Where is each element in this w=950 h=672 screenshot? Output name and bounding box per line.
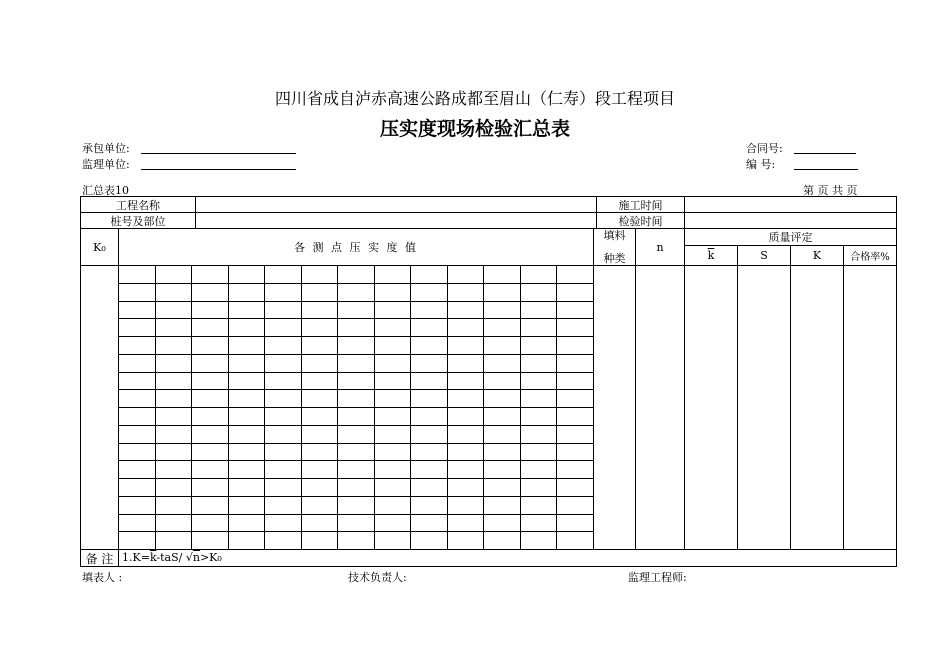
n-label: n (656, 240, 664, 254)
k-mean-label: $\overline{k}$ (707, 249, 715, 262)
inspection-time-value[interactable] (685, 213, 896, 228)
quality-eval-label: 质量评定 (768, 231, 813, 244)
remarks-label: 备 注 (85, 551, 114, 566)
project-name-value[interactable] (196, 197, 596, 212)
formula-suffix: >K₀ (199, 551, 222, 564)
filler-label: 填表人 : (82, 571, 123, 584)
construction-time-label: 施工时间 (618, 198, 663, 212)
fill-type-label-top: 填料 (603, 229, 626, 242)
tech-lead-label: 技术负责人: (348, 571, 407, 584)
pass-rate-label: 合格率% (850, 252, 890, 263)
formula-root: √ (185, 551, 193, 564)
form-title: 压实度现场检验汇总表 (379, 118, 570, 140)
page-info: 第 页 共 页 (803, 184, 858, 197)
contractor-label: 承包单位: (82, 142, 130, 155)
station-value[interactable] (196, 213, 596, 228)
project-name-label: 工程名称 (116, 198, 160, 212)
measured-values-label: 各 测 点 压 实 度 值 (294, 241, 418, 254)
project-title: 四川省成自泸赤高速公路成都至眉山（仁寿）段工程项目 (274, 89, 675, 108)
supervisor-engineer-label: 监理工程师: (628, 571, 687, 584)
station-label: 桩号及部位 (110, 214, 166, 228)
contract-no-label: 合同号: (746, 142, 783, 155)
formula-n: n (192, 551, 200, 564)
fill-type-label-bottom: 种类 (603, 252, 626, 265)
k-label: K (812, 249, 822, 262)
construction-time-value[interactable] (685, 197, 896, 212)
s-label: S (760, 249, 768, 262)
serial-no-label: 编 号: (746, 158, 776, 171)
form-code: 汇总表10 (82, 184, 129, 197)
formula-prefix: 1.K= (122, 551, 150, 564)
formula-mid: -taS/ (156, 551, 186, 564)
inspection-time-label: 检验时间 (618, 214, 663, 228)
formula-kbar: $\overline{k}$ (149, 551, 157, 564)
supervisor-label: 监理单位: (82, 158, 130, 171)
remarks-formula (122, 551, 222, 564)
k0-label: K₀ (93, 240, 106, 254)
